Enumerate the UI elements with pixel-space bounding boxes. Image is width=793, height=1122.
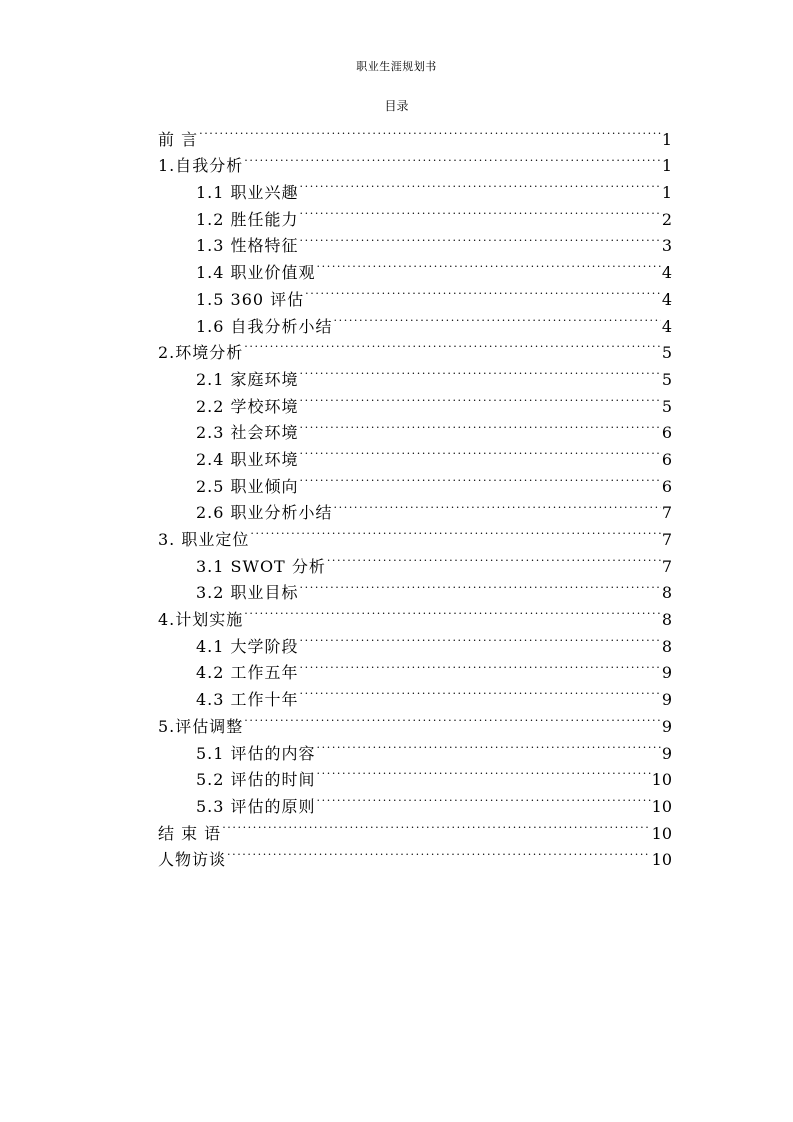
toc-entry-label: 1.3 性格特征 — [196, 236, 299, 256]
toc-dot-leader — [244, 145, 661, 172]
toc-dot-leader — [300, 385, 661, 412]
toc-entry-label: 3. 职业定位 — [158, 530, 250, 549]
toc-entry-label: 4.3 工作十年 — [196, 690, 299, 710]
toc-entry-label: 1.5 360 评估 — [196, 289, 305, 309]
toc-entry-page-number: 7 — [661, 530, 672, 549]
toc-entry-page-number: 2 — [661, 209, 672, 229]
toc-entry-page-number: 10 — [651, 823, 672, 843]
toc-entry-page-number: 8 — [661, 636, 672, 656]
toc-entry-label: 5.评估调整 — [158, 716, 244, 736]
toc-entry-label: 2.1 家庭环境 — [196, 369, 299, 389]
toc-entry-label: 人物访谈 — [158, 850, 227, 870]
toc-entry-label: 4.1 大学阶段 — [196, 636, 299, 656]
toc-entry-label: 前 言 — [158, 129, 199, 149]
toc-dot-leader — [317, 759, 651, 786]
toc-dot-leader — [300, 412, 661, 439]
toc-dot-leader — [244, 705, 661, 732]
toc-entry-page-number: 1 — [661, 183, 672, 203]
toc-entry-page-number: 10 — [651, 770, 672, 790]
toc-dot-leader — [300, 678, 661, 705]
toc-entry-label: 5.1 评估的内容 — [196, 743, 316, 763]
toc-entry-label: 4.2 工作五年 — [196, 663, 299, 683]
toc-entry-label: 3.2 职业目标 — [196, 583, 299, 603]
toc-dot-leader — [300, 198, 661, 225]
toc-entry-label: 2.环境分析 — [158, 343, 244, 363]
toc-dot-leader — [300, 625, 661, 652]
toc-entry-label: 1.6 自我分析小结 — [196, 316, 333, 336]
toc-entry-label: 1.1 职业兴趣 — [196, 183, 299, 203]
toc-dot-leader — [327, 545, 661, 572]
toc-entry-page-number: 1 — [661, 129, 672, 149]
toc-entry-page-number: 4 — [661, 289, 672, 309]
toc-dot-leader — [300, 465, 661, 492]
toc-entry-page-number: 8 — [661, 610, 672, 630]
toc-dot-leader — [199, 118, 661, 145]
toc-dot-leader — [300, 171, 661, 198]
toc-dot-leader — [334, 492, 661, 519]
toc-entry-page-number: 6 — [661, 476, 672, 496]
toc-entry-label: 4.计划实施 — [158, 610, 244, 630]
toc-entry[interactable] — [158, 145, 672, 176]
document-header: 职业生涯规划书 — [356, 60, 437, 73]
table-of-contents — [158, 118, 672, 870]
toc-entry-label: 5.2 评估的时间 — [196, 770, 316, 790]
toc-entry-page-number: 10 — [651, 796, 672, 816]
toc-dot-leader — [334, 305, 661, 332]
toc-entry-label: 5.3 评估的原则 — [196, 796, 316, 816]
toc-dot-leader — [300, 572, 661, 599]
toc-dot-leader — [300, 358, 661, 385]
toc-dot-leader — [250, 518, 660, 545]
toc-entry[interactable] — [158, 812, 672, 843]
toc-entry-page-number: 5 — [661, 343, 672, 363]
toc-entry-label: 2.3 社会环境 — [196, 423, 299, 443]
toc-entry-page-number: 9 — [661, 663, 672, 683]
toc-entry-label: 结 束 语 — [158, 823, 222, 843]
toc-dot-leader — [317, 251, 661, 278]
toc-dot-leader — [244, 598, 661, 625]
toc-dot-leader — [300, 225, 661, 252]
toc-entry-page-number: 3 — [661, 236, 672, 256]
toc-entry-label: 3.1 SWOT 分析 — [196, 556, 326, 576]
toc-dot-leader — [244, 332, 661, 359]
toc-entry[interactable] — [158, 118, 672, 149]
toc-entry-page-number: 9 — [661, 743, 672, 763]
toc-dot-leader — [300, 438, 661, 465]
toc-entry-page-number: 5 — [661, 396, 672, 416]
toc-entry-page-number: 9 — [661, 716, 672, 736]
toc-entry-page-number: 10 — [651, 850, 672, 870]
toc-entry-page-number: 9 — [661, 690, 672, 710]
toc-entry-label: 1.自我分析 — [158, 156, 244, 176]
toc-dot-leader — [305, 278, 661, 305]
toc-dot-leader — [317, 732, 661, 759]
toc-entry-label: 1.2 胜任能力 — [196, 209, 299, 229]
toc-dot-leader — [227, 839, 651, 866]
toc-entry-page-number: 6 — [661, 449, 672, 469]
toc-entry-page-number: 5 — [661, 369, 672, 389]
toc-entry-label: 2.5 职业倾向 — [196, 476, 299, 496]
toc-entry-page-number: 1 — [661, 156, 672, 176]
toc-entry-page-number: 6 — [661, 423, 672, 443]
toc-dot-leader — [300, 652, 661, 679]
toc-entry-label: 2.2 学校环境 — [196, 396, 299, 416]
toc-entry-label: 2.6 职业分析小结 — [196, 503, 333, 523]
toc-heading: 目录 — [384, 99, 409, 113]
toc-entry-label: 1.4 职业价值观 — [196, 263, 316, 283]
toc-entry-page-number: 7 — [661, 556, 672, 576]
toc-entry-page-number: 4 — [661, 263, 672, 283]
toc-dot-leader — [222, 812, 650, 839]
toc-entry-page-number: 7 — [661, 503, 672, 523]
toc-entry[interactable] — [158, 839, 672, 870]
toc-entry-page-number: 8 — [661, 583, 672, 603]
toc-entry-label: 2.4 职业环境 — [196, 449, 299, 469]
toc-entry-page-number: 4 — [661, 316, 672, 336]
toc-dot-leader — [317, 785, 651, 812]
